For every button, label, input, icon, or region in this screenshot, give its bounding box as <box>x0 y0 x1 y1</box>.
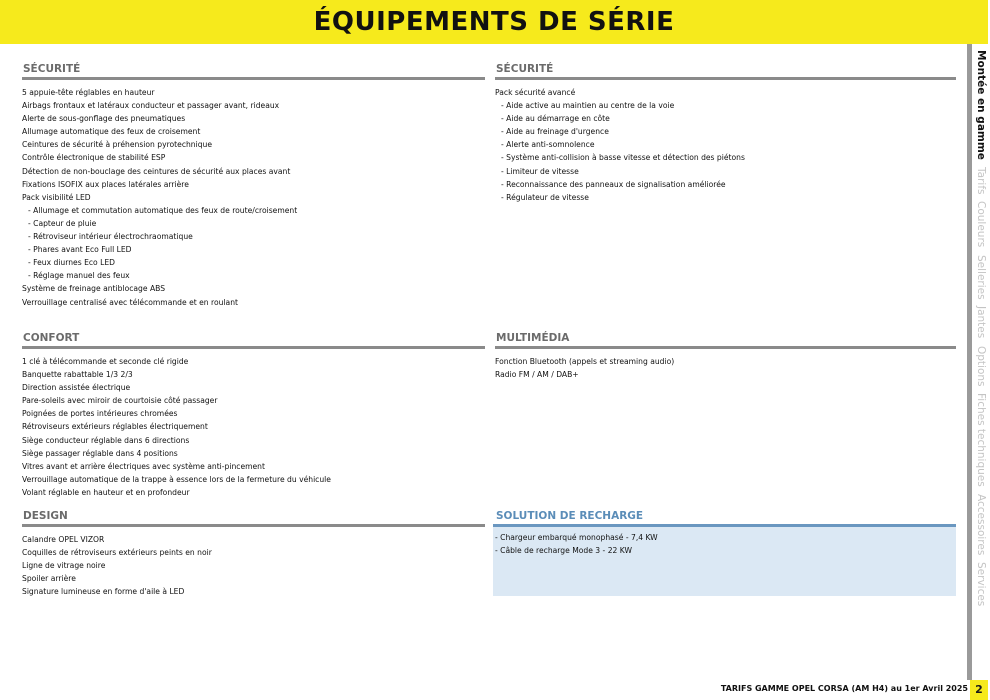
list-item: Fixations ISOFIX aux places latérales arrière <box>22 179 189 189</box>
footer-text: TARIFS GAMME OPEL CORSA (AM H4) au 1er Avril 2025 <box>720 684 968 693</box>
section-multimedia <box>495 332 956 381</box>
list-item: Verrouillage centralisé avec télécommande et en roulant <box>22 297 238 307</box>
list-item: Radio FM / AM / DAB+ <box>495 370 579 380</box>
sub-list-item: - Aide au freinage d'urgence <box>501 127 609 137</box>
list-item: 5 appuie-tête réglables en hauteur <box>22 88 155 97</box>
sub-list-item: - Limiteur de vitesse <box>501 166 579 176</box>
section-recharge <box>493 510 956 596</box>
list-item: Signature lumineuse en forme d'aile à LED <box>22 587 185 597</box>
page-number: 2 <box>970 680 988 700</box>
side-nav-item-couleurs[interactable]: Couleurs <box>975 201 987 248</box>
section-securite-right <box>495 63 956 204</box>
list-item: - Chargeur embarqué monophasé - 7,4 KW <box>495 533 658 542</box>
side-nav-item-fiches-techniques[interactable]: Fiches techniques <box>975 393 987 487</box>
list-item: Contrôle électronique de stabilité ESP <box>22 153 166 163</box>
sub-list-item: - Régulateur de vitesse <box>501 192 589 202</box>
sub-list-item: - Capteur de pluie <box>28 218 97 228</box>
side-nav-item-montee-en-gamme[interactable]: Montée en gamme <box>975 50 987 160</box>
list-item: Airbags frontaux et latéraux conducteur et passager avant, rideaux <box>22 101 280 111</box>
item-list <box>22 349 485 499</box>
section-design <box>22 510 485 598</box>
list-item: Siège passager réglable dans 4 positions <box>22 448 178 458</box>
list-item: Ligne de vitrage noire <box>22 561 106 571</box>
section-title: DESIGN <box>23 510 68 522</box>
sub-list-item: - Reconnaissance des panneaux de signalisation améliorée <box>501 179 726 189</box>
item-list <box>22 527 485 598</box>
section-title: CONFORT <box>23 332 80 344</box>
sub-list-item: - Aide au démarrage en côte <box>501 114 610 124</box>
side-nav-item-accessoires[interactable]: Accessoires <box>975 493 987 556</box>
sub-list-item: - Allumage et commutation automatique des feux de route/croisement <box>28 205 298 215</box>
list-item: Système de freinage antiblocage ABS <box>22 284 166 294</box>
item-list <box>493 527 956 596</box>
list-item: Pack sécurité avancé <box>495 88 576 97</box>
list-item: Vitres avant et arrière électriques avec système anti-pincement <box>22 461 265 471</box>
side-nav-item-selleries[interactable]: Selleries <box>975 254 987 300</box>
section-title: SÉCURITÉ <box>496 63 554 75</box>
section-title: MULTIMÉDIA <box>496 332 570 344</box>
page-title: ÉQUIPEMENTS DE SÉRIE <box>313 7 675 37</box>
side-nav-item-services[interactable]: Services <box>975 562 987 607</box>
list-item: Fonction Bluetooth (appels et streaming audio) <box>495 357 675 366</box>
list-item: Allumage automatique des feux de croisement <box>22 127 201 137</box>
item-list <box>495 80 956 204</box>
side-nav-item-tarifs[interactable]: Tarifs <box>975 166 987 195</box>
list-item: Pare-soleils avec miroir de courtoisie côté passager <box>22 396 218 406</box>
section-confort <box>22 332 485 499</box>
list-item: Calandre OPEL VIZOR <box>22 535 105 544</box>
item-list <box>22 80 485 309</box>
list-item: Poignées de portes intérieures chromées <box>22 409 178 419</box>
section-securite-left <box>22 63 485 309</box>
side-nav-item-options[interactable]: Options <box>975 345 987 387</box>
list-item: Siège conducteur réglable dans 6 directions <box>22 435 190 445</box>
side-nav <box>973 50 987 675</box>
sub-list-item: - Alerte anti-somnolence <box>501 140 595 150</box>
sub-list-item: - Feux diurnes Eco LED <box>28 258 115 268</box>
side-nav-bar <box>967 44 972 680</box>
list-item: Ceintures de sécurité à préhension pyrotechnique <box>22 140 213 150</box>
list-item: Banquette rabattable 1/3 2/3 <box>22 370 133 380</box>
list-item: - Câble de recharge Mode 3 - 22 KW <box>495 546 632 556</box>
list-item: Direction assistée électrique <box>22 383 131 393</box>
list-item: Alerte de sous-gonflage des pneumatiques <box>22 114 186 124</box>
list-item: Coquilles de rétroviseurs extérieurs peints en noir <box>22 548 212 558</box>
sub-list-item: - Phares avant Eco Full LED <box>28 245 132 255</box>
sub-list-item: - Aide active au maintien au centre de la voie <box>501 101 675 111</box>
side-nav-item-jantes[interactable]: Jantes <box>975 306 987 339</box>
list-item: Volant réglable en hauteur et en profondeur <box>22 487 190 497</box>
list-item: 1 clé à télécommande et seconde clé rigide <box>22 357 189 366</box>
section-title: SOLUTION DE RECHARGE <box>496 510 644 522</box>
item-list <box>495 349 956 381</box>
sub-list-item: - Réglage manuel des feux <box>28 271 130 281</box>
list-item: Pack visibilité LED <box>22 192 91 202</box>
sub-list-item: - Rétroviseur intérieur électrochraomatique <box>28 232 193 242</box>
list-item: Verrouillage automatique de la trappe à essence lors de la fermeture du véhicule <box>22 474 331 484</box>
list-item: Rétroviseurs extérieurs réglables électriquement <box>22 422 208 432</box>
section-title: SÉCURITÉ <box>23 63 81 75</box>
sub-list-item: - Système anti-collision à basse vitesse et détection des piétons <box>501 153 745 163</box>
list-item: Spoiler arrière <box>22 574 76 584</box>
page-banner <box>0 0 988 44</box>
list-item: Détection de non-bouclage des ceintures de sécurité aux places avant <box>22 166 291 176</box>
